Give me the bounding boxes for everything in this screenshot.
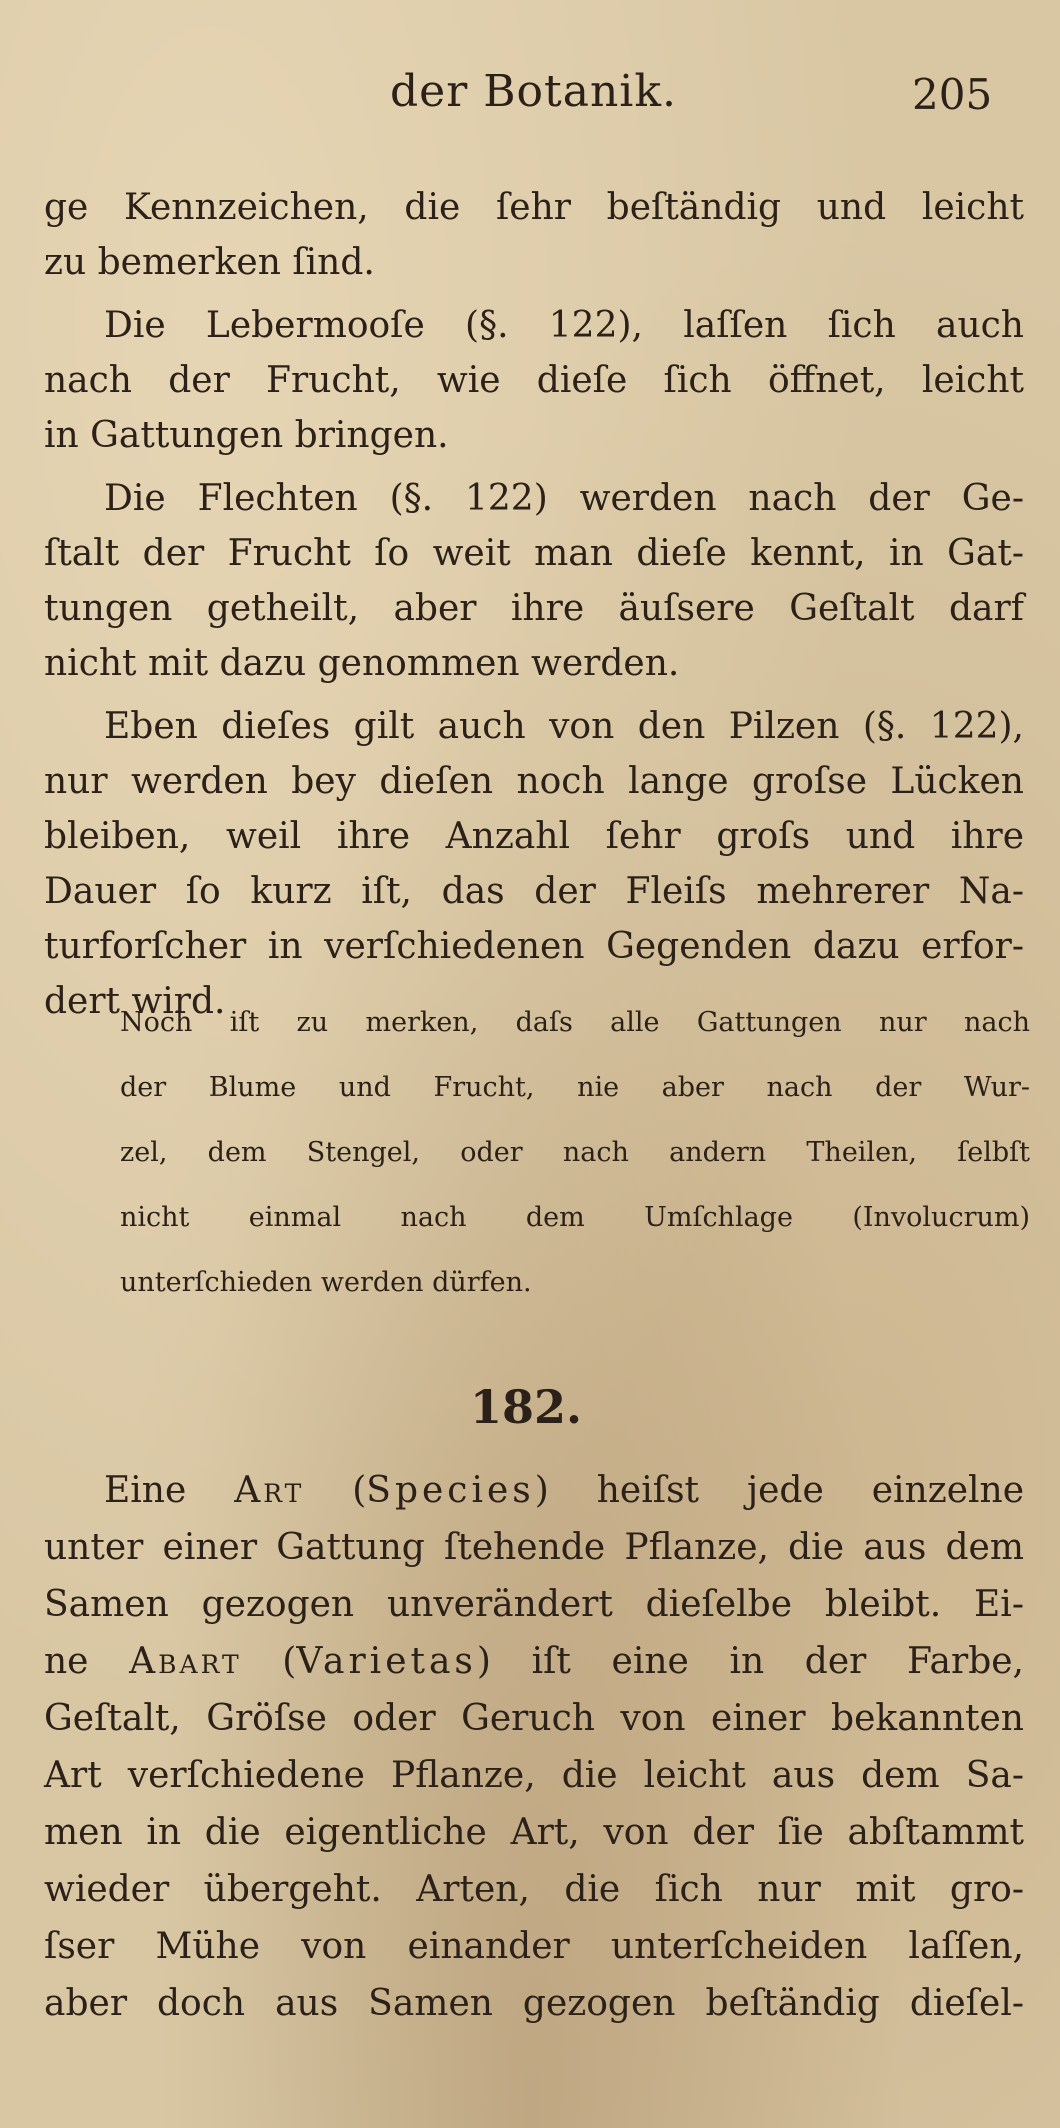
- note-line: unterſchieden werden dürfen.: [120, 1267, 532, 1298]
- text-line: in Gattungen bringen.: [44, 415, 449, 456]
- section-line-part: (: [241, 1641, 297, 1682]
- section-line: [44, 1576, 1024, 1633]
- note-line: zel, dem Stengel, oder nach andern Theilen, ſelbſt: [120, 1137, 1030, 1168]
- section-line-part: aber doch aus Samen gezogen beſtändig dieſel-: [44, 1983, 1024, 2024]
- running-title: der Botanik.: [390, 66, 678, 117]
- note-line: nicht einmal nach dem Umſchlage (Involucrum): [120, 1202, 1030, 1233]
- section-line-part: Abart: [129, 1641, 242, 1682]
- section-line-part: ) iſt eine in der Farbe,: [476, 1641, 1024, 1682]
- text-line: tungen getheilt, aber ihre äuſsere Geſtalt darf: [44, 588, 1024, 629]
- footnote-block: [120, 990, 1030, 1315]
- text-line: ge Kennzeichen, die ſehr beſtändig und leicht: [44, 187, 1024, 228]
- section-line: [44, 1804, 1024, 1861]
- section-line-part: wieder übergeht. Arten, die ſich nur mit gro-: [44, 1869, 1024, 1910]
- section-line-part: Samen gezogen unverändert dieſelbe bleibt. Ei-: [44, 1584, 1024, 1625]
- text-line: ſtalt der Frucht ſo weit man dieſe kennt, in Gat-: [44, 533, 1024, 574]
- section-line-part: Varietas: [296, 1641, 477, 1682]
- section-line-part: Species: [366, 1470, 535, 1511]
- section-line: [44, 1861, 1024, 1918]
- text-line: nach der Frucht, wie dieſe ſich öffnet, leicht: [44, 360, 1024, 401]
- text-line: bleiben, weil ihre Anzahl ſehr groſs und ihre: [44, 816, 1024, 857]
- section-line: [44, 1918, 1024, 1975]
- text-line: nur werden bey dieſen noch lange groſse Lücken: [44, 761, 1024, 802]
- section-line-part: unter einer Gattung ſtehende Pflanze, die aus dem: [44, 1527, 1024, 1568]
- section-line-part: ) heiſst jede einzelne: [534, 1470, 1024, 1511]
- section-line: [44, 1747, 1024, 1804]
- text-line: Eben dieſes gilt auch von den Pilzen (§. 122),: [104, 706, 1024, 747]
- text-line: Die Lebermooſe (§. 122), laſſen ſich auch: [104, 305, 1024, 346]
- section-line-part: Geſtalt, Gröſse oder Geruch von einer bekannten: [44, 1698, 1024, 1739]
- text-line: turforſcher in verſchiedenen Gegenden dazu erfor-: [44, 926, 1024, 967]
- page-header: [0, 66, 1060, 136]
- section-line: [44, 1462, 1024, 1519]
- section-line-part: ne: [44, 1641, 130, 1682]
- section-line: [44, 1519, 1024, 1576]
- text-line: Die Flechten (§. 122) werden nach der Ge-: [104, 478, 1024, 519]
- section-line-part: men in die eigentliche Art, von der ſie abſtammt: [44, 1812, 1024, 1853]
- section-line-part: Eine: [104, 1470, 235, 1511]
- text-line: Dauer ſo kurz iſt, das der Fleiſs mehrerer Na-: [44, 871, 1024, 912]
- text-line: zu bemerken ſind.: [44, 242, 375, 283]
- section-line-part: Art: [234, 1470, 305, 1511]
- note-line: der Blume und Frucht, nie aber nach der Wur-: [120, 1072, 1030, 1103]
- section-line: [44, 1690, 1024, 1747]
- section-line: [44, 1975, 1024, 2032]
- section-line: [44, 1633, 1024, 1690]
- text-line: nicht mit dazu genommen werden.: [44, 643, 680, 684]
- page-number: 205: [912, 70, 993, 119]
- main-text: [44, 180, 1024, 1029]
- section-number: 182.: [470, 1380, 583, 1434]
- section-line-part: (: [304, 1470, 367, 1511]
- note-line: Noch iſt zu merken, daſs alle Gattungen nur nach: [120, 1007, 1030, 1038]
- section-line-part: ſser Mühe von einander unterſcheiden laſſen,: [44, 1926, 1024, 1967]
- text-line: dert wird.: [44, 981, 226, 1022]
- section-line-part: Art verſchiedene Pflanze, die leicht aus dem Sa-: [44, 1755, 1024, 1796]
- section-text: [44, 1462, 1024, 2032]
